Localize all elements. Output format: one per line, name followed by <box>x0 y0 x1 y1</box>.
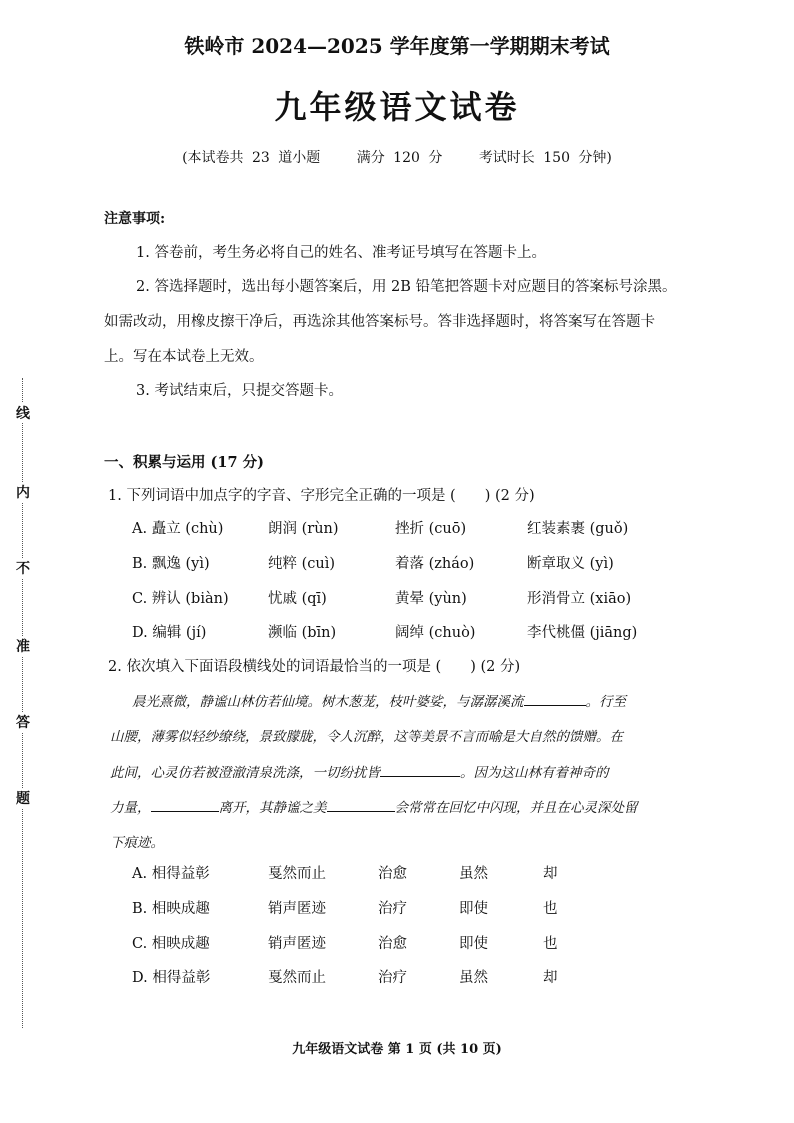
fill-blank-2 <box>380 762 460 777</box>
option-cell: 治愈 <box>378 936 407 952</box>
passage-text: 山腰，薄雾似轻纱缭绕，景致朦胧，令人沉醉，这等美景不言而喻是大自然的馈赠。在 <box>110 729 623 745</box>
notice-item-1: 1. 答卷前，考生务必将自己的姓名、准考证号填写在答题卡上。 <box>136 245 546 261</box>
option-cell: 即使 <box>459 901 488 917</box>
passage-text: 此间，心灵仿若被澄澈清泉洗涤，一切纷扰皆 <box>110 765 380 781</box>
option-cell: 虽然 <box>459 970 488 986</box>
q1-option-a <box>0 517 794 551</box>
option-cell: A. 矗立 (chù) <box>132 521 224 537</box>
option-cell: 治疗 <box>378 901 407 917</box>
option-cell: 戛然而止 <box>268 970 326 986</box>
option-cell: 即使 <box>459 936 488 952</box>
option-cell: 黄晕 (yùn) <box>395 591 467 607</box>
option-cell: 治疗 <box>378 970 407 986</box>
exam-duration: 考试时长 150 分钟) <box>478 150 612 166</box>
section-title: 一、积累与运用 (17 分) <box>104 454 264 471</box>
notice-item-3: 3. 考试结束后，只提交答题卡。 <box>136 383 343 399</box>
option-cell: 形消骨立 (xiāo) <box>527 591 632 607</box>
option-cell: 也 <box>543 901 558 917</box>
question-2-stem: 2. 依次填入下面语段横线处的词语最恰当的一项是 ( ) (2 分) <box>108 659 521 675</box>
option-cell: 销声匿迹 <box>268 901 326 917</box>
option-cell: 也 <box>543 936 558 952</box>
notice-title: 注意事项: <box>104 211 166 227</box>
option-cell: 却 <box>543 866 558 882</box>
passage-text: 离开，其静谧之美 <box>218 800 327 816</box>
option-cell: 红装素裹 (guǒ) <box>527 521 629 537</box>
margin-char-3: 不 <box>14 558 32 578</box>
option-cell: 治愈 <box>378 866 407 882</box>
passage-line-2 <box>110 718 623 756</box>
option-cell: 挫折 (cuō) <box>395 521 467 537</box>
fill-blank-1 <box>524 691 586 706</box>
option-cell: 李代桃僵 (jiāng) <box>527 625 638 641</box>
option-cell: 戛然而止 <box>268 866 326 882</box>
passage-line-1 <box>132 683 626 721</box>
option-cell: 朗润 (rùn) <box>268 521 339 537</box>
question-1-stem: 1. 下列词语中加点字的字音、字形完全正确的一项是 ( ) (2 分) <box>108 488 535 504</box>
option-cell: D. 编辑 (jí) <box>132 625 207 641</box>
margin-char-4: 准 <box>14 636 32 656</box>
option-cell: 濒临 (bīn) <box>268 625 337 641</box>
option-cell: C. 辨认 (biàn) <box>132 591 229 607</box>
option-cell: 销声匿迹 <box>268 936 326 952</box>
option-cell: 却 <box>543 970 558 986</box>
margin-char-1: 线 <box>14 403 32 423</box>
option-cell: 虽然 <box>459 866 488 882</box>
question-count: (本试卷共 23 道小题 <box>182 150 321 166</box>
option-cell: 阔绰 (chuò) <box>395 625 476 641</box>
full-score: 满分 120 分 <box>356 150 443 166</box>
option-cell: D. 相得益彰 <box>132 970 211 986</box>
margin-char-6: 题 <box>14 788 32 808</box>
exam-meta <box>0 147 794 167</box>
exam-header: 铁岭市 2024—2025 学年度第一学期期末考试 <box>184 34 610 58</box>
option-cell: 断章取义 (yì) <box>527 556 614 572</box>
passage-line-4 <box>110 789 638 827</box>
q2-option-d <box>0 966 794 1000</box>
notice-item-2-cont: 如需改动，用橡皮擦干净后，再选涂其他答案标号。答非选择题时，将答案写在答题卡 <box>104 314 655 330</box>
option-cell: 纯粹 (cuì) <box>268 556 336 572</box>
q2-option-a <box>0 862 794 896</box>
passage-text: 。因为这山林有着神奇的 <box>460 765 609 781</box>
q1-option-c <box>0 587 794 621</box>
passage-line-5 <box>110 824 164 862</box>
option-cell: B. 飘逸 (yì) <box>132 556 210 572</box>
passage-text: 下痕迹。 <box>110 835 164 851</box>
notice-item-2: 2. 答选择题时，选出每小题答案后，用 2B 铅笔把答题卡对应题目的答案标号涂黑。 <box>136 279 677 295</box>
fill-blank-3 <box>151 797 219 812</box>
option-cell: 忧戚 (qī) <box>268 591 327 607</box>
option-cell: B. 相映成趣 <box>132 901 210 917</box>
passage-line-3 <box>110 754 609 792</box>
margin-char-5: 答 <box>14 712 32 732</box>
page-title: 九年级语文试卷 <box>274 88 520 126</box>
passage-text: 会常常在回忆中闪现，并且在心灵深处留 <box>394 800 638 816</box>
q2-option-c <box>0 932 794 966</box>
passage-text: 力量， <box>110 800 151 816</box>
option-cell: C. 相映成趣 <box>132 936 210 952</box>
passage-text: 。行至 <box>585 694 626 710</box>
passage-text: 晨光熹微，静谧山林仿若仙境。树木葱茏，枝叶婆娑，与潺潺溪流 <box>132 694 524 710</box>
q1-option-b <box>0 552 794 586</box>
margin-char-2: 内 <box>14 482 32 502</box>
notice-item-2-end: 上。写在本试卷上无效。 <box>104 349 264 365</box>
page-footer: 九年级语文试卷 第 1 页 (共 10 页) <box>292 1042 502 1057</box>
option-cell: 着落 (zháo) <box>395 556 475 572</box>
q1-option-d <box>0 621 794 655</box>
option-cell: A. 相得益彰 <box>132 866 210 882</box>
fill-blank-4 <box>327 797 395 812</box>
q2-option-b <box>0 897 794 931</box>
